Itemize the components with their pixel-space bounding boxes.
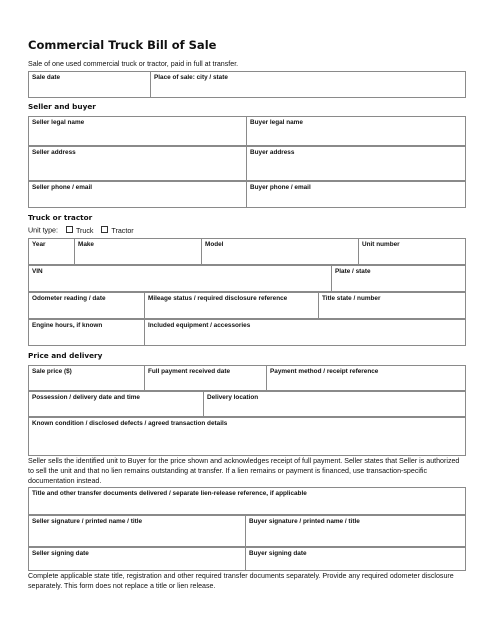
- vehicle-row: [28, 319, 466, 346]
- known-condition-field[interactable]: Known condition / disclosed defects / agreed transaction details: [28, 417, 466, 456]
- vin-field[interactable]: VIN: [28, 265, 332, 292]
- section-heading-vehicle: Truck or tractor: [28, 213, 93, 222]
- parties-row: [28, 116, 466, 146]
- payment-received-date-field[interactable]: Full payment received date: [144, 365, 267, 391]
- parties-row: [28, 146, 466, 181]
- place-of-sale-field[interactable]: Place of sale: city / state: [150, 71, 466, 98]
- section-heading-price: Price and delivery: [28, 351, 103, 360]
- unit-type-option-truck[interactable]: Truck: [66, 227, 93, 235]
- title-state-number-field[interactable]: Title state / number: [318, 292, 466, 319]
- vehicle-row: [28, 265, 466, 292]
- form-subtitle: Sale of one used commercial truck or tractor, paid in full at transfer.: [28, 60, 239, 68]
- possession-delivery-date-field[interactable]: Possession / delivery date and time: [28, 391, 204, 417]
- footer-note: Complete applicable state title, registration and other required transfer documents separately. Provide any required odometer disclosure separately. This form does not replace a title or lien release.: [28, 572, 454, 591]
- vehicle-row: [28, 238, 466, 265]
- sale-price-field[interactable]: Sale price ($): [28, 365, 145, 391]
- unit-type-option-tractor[interactable]: Tractor: [101, 227, 133, 235]
- sale-statement: Seller sells the identified unit to Buyer for the price shown and acknowledges receipt of full payment. Seller states that Seller is authorized to sell the unit and that no lien remains outstanding at transfer. If a lien remains or payment is financed, use transaction-specific documentation instead.: [28, 457, 460, 486]
- engine-hours-field[interactable]: Engine hours, if known: [28, 319, 145, 346]
- model-field[interactable]: Model: [201, 238, 359, 265]
- odometer-field[interactable]: Odometer reading / date: [28, 292, 145, 319]
- buyer-signature-field[interactable]: Buyer signature / printed name / title: [245, 515, 466, 547]
- unit-number-field[interactable]: Unit number: [358, 238, 466, 265]
- buyer-signing-date-field[interactable]: Buyer signing date: [245, 547, 466, 571]
- sale-date-field[interactable]: Sale date: [28, 71, 151, 98]
- year-field[interactable]: Year: [28, 238, 75, 265]
- unit-type-selector: [28, 226, 134, 235]
- documents-row: [28, 487, 466, 515]
- plate-state-field[interactable]: Plate / state: [331, 265, 466, 292]
- seller-phone-email-field[interactable]: Seller phone / email: [28, 181, 247, 208]
- payment-method-field[interactable]: Payment method / receipt reference: [266, 365, 466, 391]
- seller-signing-date-field[interactable]: Seller signing date: [28, 547, 246, 571]
- signature-row: [28, 547, 466, 571]
- checkbox-icon[interactable]: [66, 226, 73, 233]
- seller-legal-name-field[interactable]: Seller legal name: [28, 116, 247, 146]
- buyer-legal-name-field[interactable]: Buyer legal name: [246, 116, 466, 146]
- price-row: [28, 365, 466, 391]
- buyer-phone-email-field[interactable]: Buyer phone / email: [246, 181, 466, 208]
- buyer-address-field[interactable]: Buyer address: [246, 146, 466, 181]
- unit-type-label: Unit type:: [28, 226, 58, 235]
- page-title: Commercial Truck Bill of Sale: [28, 38, 217, 52]
- price-row: [28, 391, 466, 417]
- checkbox-icon[interactable]: [101, 226, 108, 233]
- sale-row: [28, 71, 466, 98]
- section-heading-parties: Seller and buyer: [28, 102, 96, 111]
- parties-row: [28, 181, 466, 208]
- included-equipment-field[interactable]: Included equipment / accessories: [144, 319, 466, 346]
- seller-signature-field[interactable]: Seller signature / printed name / title: [28, 515, 246, 547]
- make-field[interactable]: Make: [74, 238, 202, 265]
- mileage-status-field[interactable]: Mileage status / required disclosure reference: [144, 292, 319, 319]
- delivery-location-field[interactable]: Delivery location: [203, 391, 466, 417]
- vehicle-row: [28, 292, 466, 319]
- transfer-documents-field[interactable]: Title and other transfer documents delivered / separate lien-release reference, if applicable: [28, 487, 466, 515]
- seller-address-field[interactable]: Seller address: [28, 146, 247, 181]
- price-row: [28, 417, 466, 456]
- signature-row: [28, 515, 466, 547]
